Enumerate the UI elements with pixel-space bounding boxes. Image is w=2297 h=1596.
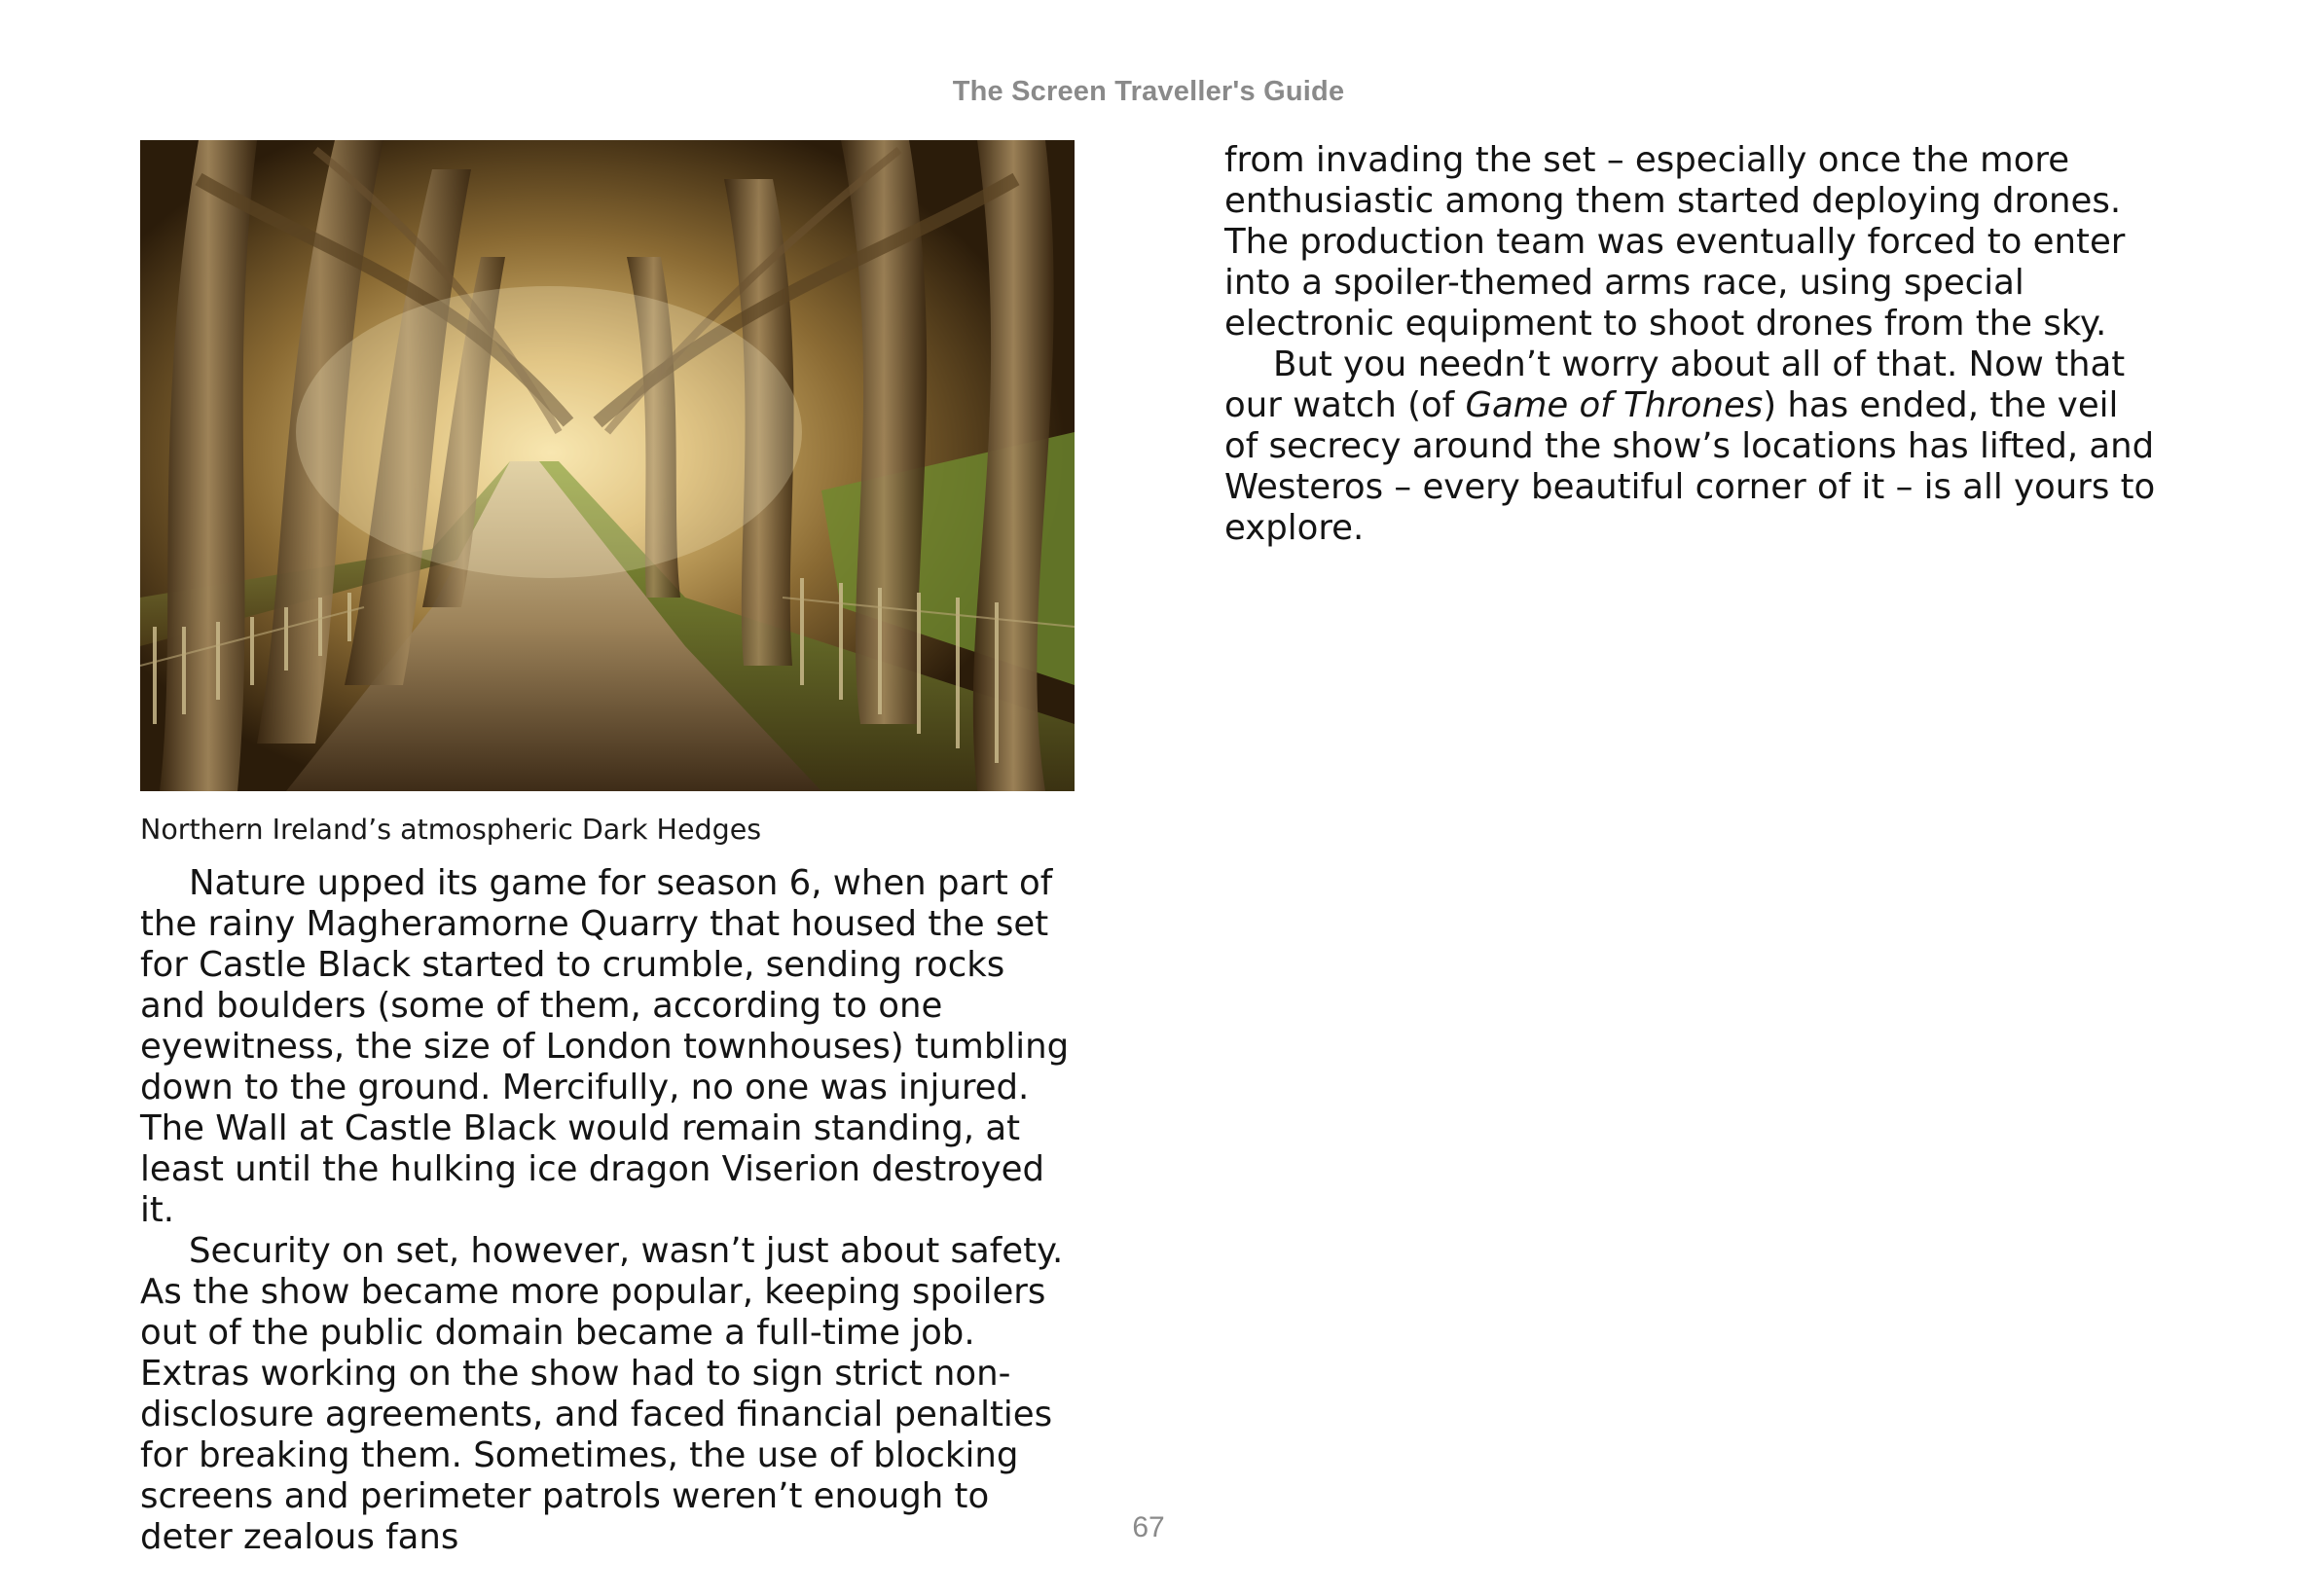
page-number: 67: [1132, 1511, 1165, 1543]
figure-caption: Northern Ireland’s atmospheric Dark Hedges: [140, 814, 762, 846]
right-column: [1224, 140, 2159, 549]
left-column: [140, 140, 1076, 1558]
paragraph-closing: [1224, 345, 2159, 549]
left-column-text: [140, 863, 1076, 1558]
closing-text-end: ) has ended, the veil of secrecy around the show’s locations has lifted, and Westeros – every beautiful corner of it – is all yours to explore.: [1224, 385, 2156, 548]
closing-text-start: But you needn’t worry about all of that. Now that our watch (of: [1224, 345, 2126, 425]
paragraph-security: Security on set, however, wasn’t just about safety. As the show became more popular, keeping spoilers out of the public domain became a full-time job. Extras working on the show had to sign strict non-disclosure agreements, and faced financial penalties for breaking them. Sometimes, the use of blocking screens and perimeter patrols weren’t enough to deter zealous fans: [140, 1231, 1064, 1557]
dark-hedges-photo: [140, 140, 1075, 791]
paragraph-continued: from invading the set – especially once the more enthusiastic among them started deploying drones. The production team was eventually forced to enter into a spoiler-themed arms race, using special electronic equipment to shoot drones from the sky.: [1224, 140, 2126, 344]
show-title-italic: Game of Thrones: [1465, 385, 1764, 425]
running-head-title: The Screen Traveller's Guide: [952, 76, 1345, 107]
paragraph-nature: Nature upped its game for season 6, when part of the rainy Magheramorne Quarry that housed the set for Castle Black started to crumble, sending rocks and boulders (some of them, according to one eyewitness, the size of London townhouses) tumbling down to the ground. Mercifully, no one was injured. The Wall at Castle Black would remain standing, at least until the hulking ice dragon Viserion destroyed it.: [140, 863, 1070, 1230]
right-column-text: [1224, 140, 2159, 549]
